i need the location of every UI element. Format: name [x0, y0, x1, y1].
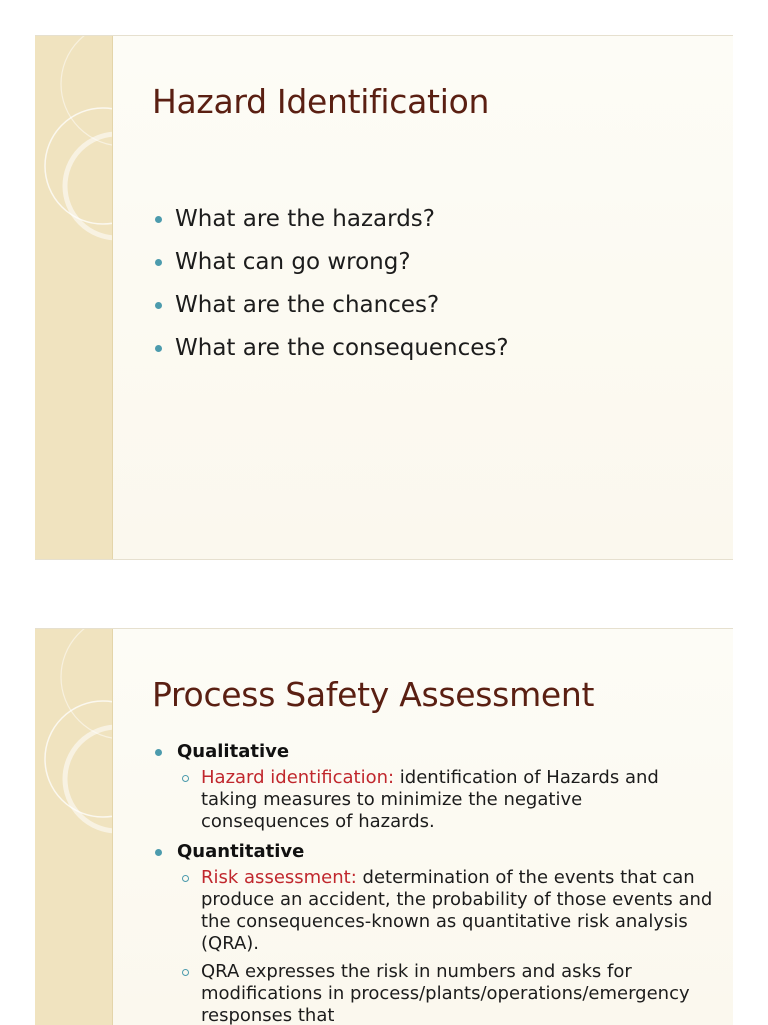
- bullet-icon: [155, 749, 162, 756]
- list-item: [155, 241, 509, 284]
- list-item: [177, 961, 715, 1025]
- list-item: [155, 327, 509, 370]
- slide-sidebar-decoration: [35, 36, 113, 559]
- sub-list: [177, 867, 715, 1025]
- sub-bullet-icon: [182, 775, 189, 782]
- bullet-icon: [155, 345, 162, 352]
- term-label: Hazard identification:: [201, 767, 395, 788]
- list-item-quantitative: [155, 839, 715, 1025]
- slide-title: Hazard Identification: [152, 82, 490, 121]
- sub-list: [177, 767, 715, 833]
- section-heading: Quantitative: [177, 841, 305, 862]
- list-item: [177, 867, 715, 955]
- term-label: Risk assessment:: [201, 867, 357, 888]
- slide-process-safety-assessment: [35, 628, 733, 1025]
- slide-title: Process Safety Assessment: [152, 675, 595, 714]
- slide-hazard-identification: [35, 35, 733, 560]
- bullet-list: [155, 739, 715, 1025]
- sub-bullet-icon: [182, 969, 189, 976]
- bullet-icon: [155, 216, 162, 223]
- list-item: [155, 198, 509, 241]
- list-item-text: determination of the events that can produce an accident, the probability of those events and the consequences-known as quantitative risk analysis (QRA).: [201, 867, 713, 954]
- list-item: [155, 284, 509, 327]
- slide-sidebar-decoration: [35, 629, 113, 1025]
- list-item-text: QRA expresses the risk in numbers and asks for modifications in process/plants/operations/emergency responses that: [201, 961, 690, 1025]
- bullet-list: [155, 198, 509, 370]
- sub-bullet-icon: [182, 875, 189, 882]
- decorative-circles-icon: [35, 36, 112, 559]
- list-item-text: What are the consequences?: [175, 335, 509, 361]
- bullet-icon: [155, 849, 162, 856]
- list-item-qualitative: [155, 739, 715, 833]
- list-item-text: identification of Hazards and taking measures to minimize the negative consequences of hazards.: [201, 767, 659, 832]
- decorative-circles-icon: [35, 629, 112, 1025]
- list-item-text: What are the hazards?: [175, 206, 435, 232]
- list-item: [177, 767, 715, 833]
- list-item-text: What are the chances?: [175, 292, 440, 318]
- list-item-text: What can go wrong?: [175, 249, 411, 275]
- bullet-icon: [155, 259, 162, 266]
- bullet-icon: [155, 302, 162, 309]
- section-heading: Qualitative: [177, 741, 290, 762]
